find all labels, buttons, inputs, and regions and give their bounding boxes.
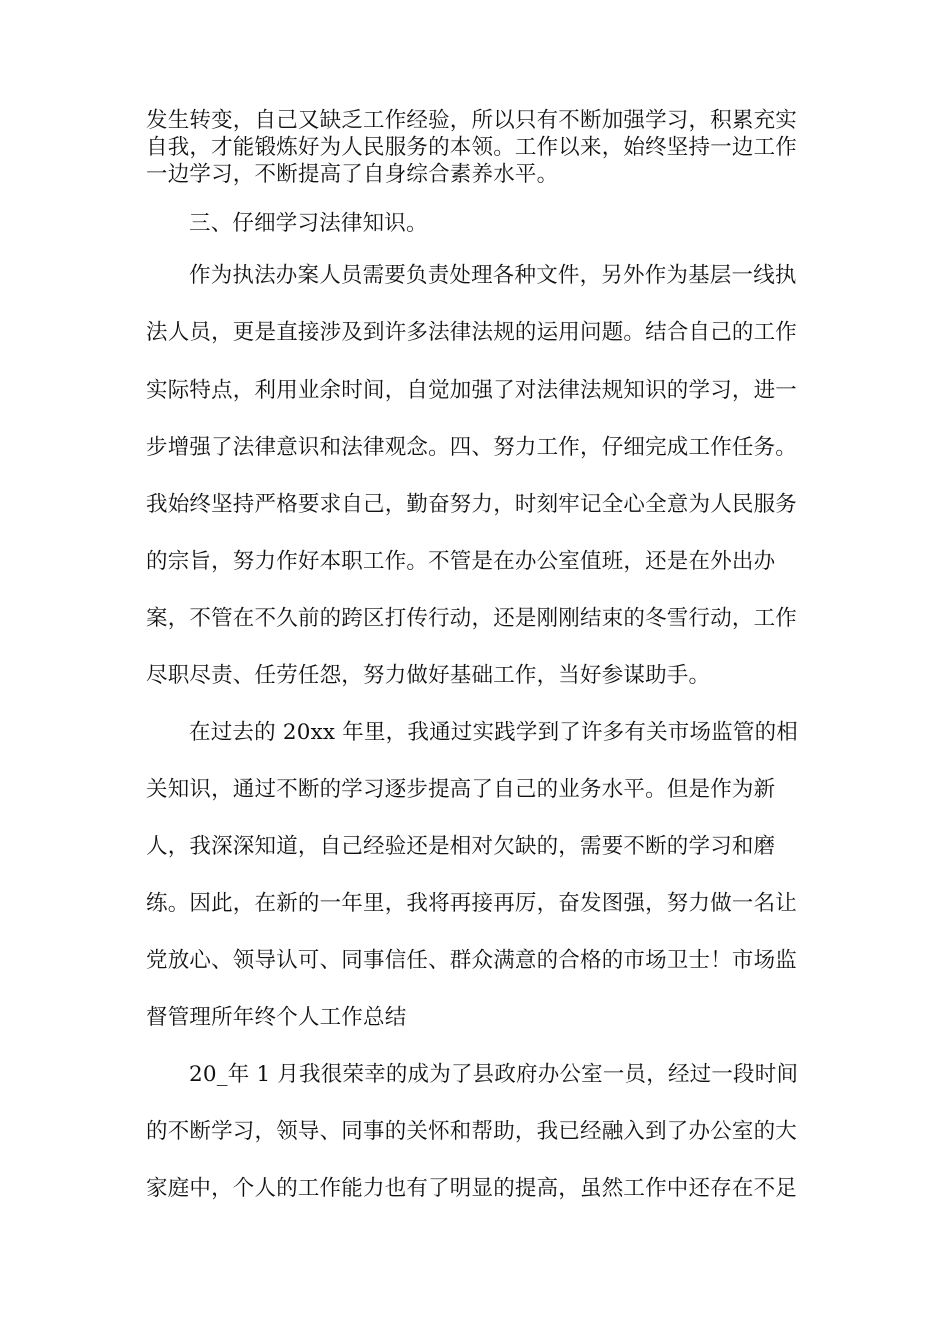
paragraph-first-line: 20_年 1 月我很荣幸的成为了县政府办公室一员，经过一段时间 — [189, 1062, 799, 1087]
body-text-line: 党放心、领导认可、同事信任、群众满意的合格的市场卫士！市场监 — [146, 948, 798, 973]
body-text-line: 练。因此，在新的一年里，我将再接再厉，奋发图强，努力做一名让 — [146, 891, 798, 916]
body-text-line: 步增强了法律意识和法律观念。四、努力工作，仔细完成工作任务。 — [146, 435, 798, 460]
body-text-line: 的宗旨，努力作好本职工作。不管是在办公室值班，还是在外出办 — [146, 549, 776, 574]
body-text-line: 发生转变，自己又缺乏工作经验，所以只有不断加强学习，积累充实 — [146, 108, 798, 133]
body-text-line: 法人员，更是直接涉及到许多法律法规的运用问题。结合自己的工作 — [146, 320, 798, 345]
paragraph-first-line: 作为执法办案人员需要负责处理各种文件，另外作为基层一线执 — [189, 263, 797, 288]
body-text-line: 尽职尽责、任劳任怨，努力做好基础工作，当好参谋助手。 — [146, 663, 711, 688]
body-text-line: 督管理所年终个人工作总结 — [146, 1005, 407, 1030]
body-text-line: 案，不管在不久前的跨区打传行动，还是刚刚结束的冬雪行动，工作 — [146, 606, 798, 631]
body-text-line: 家庭中，个人的工作能力也有了明显的提高，虽然工作中还存在不足 — [146, 1176, 798, 1201]
body-text-line: 一边学习，不断提高了自身综合素养水平。 — [146, 162, 559, 187]
section-heading: 三、仔细学习法律知识。 — [189, 211, 428, 236]
body-text-line: 实际特点，利用业余时间，自觉加强了对法律法规知识的学习，进一 — [146, 378, 798, 403]
body-text-line: 人，我深深知道，自己经验还是相对欠缺的，需要不断的学习和磨 — [146, 834, 776, 859]
body-text-line: 的不断学习，领导、同事的关怀和帮助，我已经融入到了办公室的大 — [146, 1119, 798, 1144]
body-text-line: 自我，才能锻炼好为人民服务的本领。工作以来，始终坚持一边工作 — [146, 135, 798, 160]
paragraph-first-line: 在过去的 20xx 年里，我通过实践学到了许多有关市场监管的相 — [189, 720, 798, 745]
body-text-line: 关知识，通过不断的学习逐步提高了自己的业务水平。但是作为新 — [146, 777, 776, 802]
body-text-line: 我始终坚持严格要求自己，勤奋努力，时刻牢记全心全意为人民服务 — [146, 492, 798, 517]
